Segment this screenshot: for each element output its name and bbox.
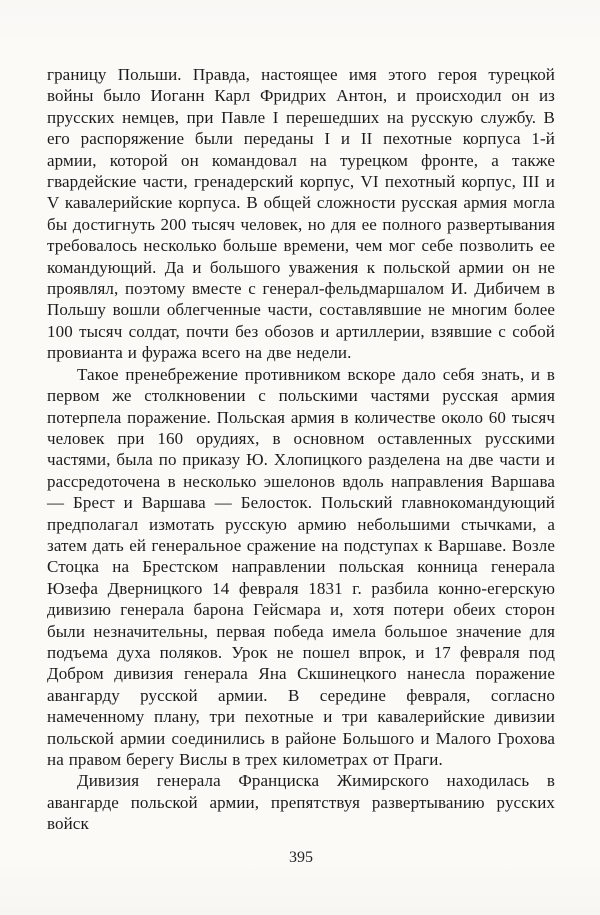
page-text-block — [47, 64, 555, 835]
paragraph: Такое пренебрежение противником вскоре дало себя знать, и в первом же столкновении с польскими частями русская армия потерпела поражение. Польская армия в количестве около 60 тысяч человек при 160 орудиях, в основном оставленных русскими частями, была по приказу Ю. Хлопицкого разделена на две части и рассредоточена в несколько эшелонов вдоль направления Варшава — Брест и Варшава — Белосток. Польский главнокомандующий предполагал измотать русскую армию небольшими стычками, а затем дать ей генеральное сражение на подступах к Варшаве. Возле Стоцка на Брестском направлении польская конница генерала Юзефа Дверницкого 14 февраля 1831 г. разбила конно-егерскую дивизию генерала барона Гейсмара и, хотя потери обеих сторон были незначительны, первая победа имела большое значение для подъема духа поляков. Урок не пошел впрок, и 17 февраля под Добром дивизия генерала Яна Скшинецкого нанесла поражение авангарду русской армии. В середине февраля, согласно намеченному плану, три пехотные и три кавалерийские дивизии польской армии соединились в районе Большого и Малого Грохова на правом берегу Вислы в трех километрах от Праги. — [47, 364, 555, 769]
page-number: 395 — [289, 848, 313, 866]
paragraph: Дивизия генерала Франциска Жимирского находилась в авангарде польской армии, препятствуя развертыванию русских войск — [47, 771, 555, 834]
paragraph: границу Польши. Правда, настоящее имя этого героя турецкой войны было Иоганн Карл Фридрих Антон, и происходил он из прусских немцев, при Павле I перешедших на русскую службу. В его распоряжение были переданы I и II пехотные корпуса 1-й армии, которой он командовал на турецком фронте, а также гвардейские части, гренадерский корпус, VI пехотный корпус, III и V кавалерийские корпуса. В общей сложности русская армия могла бы достигнуть 200 тысяч человек, но для ее полного развертывания требовалось несколько больше времени, чем мог себе позволить ее командующий. Да и большого уважения к польской армии он не проявлял, поэтому вместе с генерал-фельдмаршалом И. Дибичем в Польшу вошли облегченные части, составлявшие не многим более 100 тысяч солдат, почти без обозов и артиллерии, взявшие с собой провианта и фуража всего на две недели. — [47, 65, 555, 363]
page-footer — [47, 849, 555, 867]
